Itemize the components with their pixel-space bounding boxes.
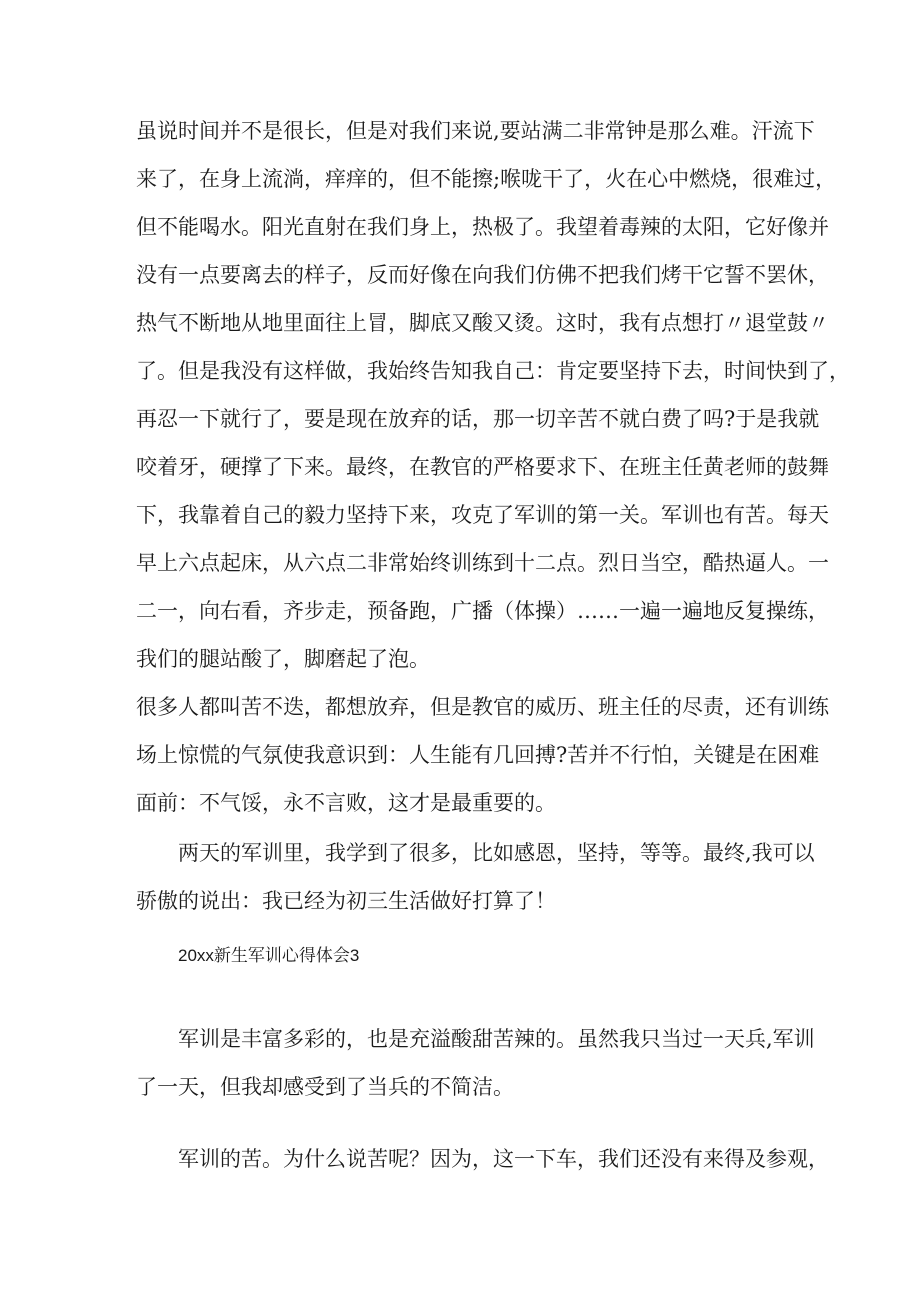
paragraph-line: 我们的腿站酸了，脚磨起了泡。 [136,647,430,671]
paragraph-line: 了。但是我没有这样做，我始终告知我自己：肯定要坚持下去，时间快到了， [136,359,850,383]
paragraph-line: 二一，向右看，齐步走，预备跑，广播（体操）……一遍一遍地反复操练， [136,599,829,623]
paragraph-line: 热气不断地从地里面往上冒，脚底又酸又烫。这时，我有点想打〃退堂鼓〃 [136,311,829,335]
paragraph-line: 早上六点起床，从六点二非常始终训练到十二点。烈日当空，酷热逼人。一 [136,551,829,575]
paragraph-line: 但不能喝水。阳光直射在我们身上，热极了。我望着毒辣的太阳，它好像并 [136,215,829,239]
paragraph-line: 再忍一下就行了，要是现在放弃的话，那一切辛苦不就白费了吗?于是我就 [136,407,820,431]
paragraph-line: 骄傲的说出：我已经为初三生活做好打算了！ [136,889,556,913]
paragraph-line: 咬着牙，硬撑了下来。最终，在教官的严格要求下、在班主任黄老师的鼓舞 [136,455,829,479]
paragraph-line: 军训的苦。为什么说苦呢？因为，这一下车，我们还没有来得及参观， [178,1147,829,1171]
section-heading: 20xx新生军训心得体会3 [178,946,360,965]
paragraph-line: 了一天，但我却感受到了当兵的不简洁。 [136,1075,514,1099]
paragraph-line: 场上惊慌的气氛使我意识到：人生能有几回搏?苦并不行怕，关键是在困难 [136,743,820,767]
paragraph-line: 军训是丰富多彩的，也是充溢酸甜苦辣的。虽然我只当过一天兵,军训 [178,1027,815,1051]
paragraph-line: 很多人都叫苦不迭，都想放弃，但是教官的威历、班主任的尽责，还有训练 [136,695,829,719]
paragraph-line: 虽说时间并不是很长，但是对我们来说,要站满二非常钟是那么难。汗流下 [136,119,815,143]
paragraph-line: 没有一点要离去的样子，反而好像在向我们仿佛不把我们烤干它誓不罢休， [136,263,829,287]
paragraph-line: 下，我靠着自己的毅力坚持下来，攻克了军训的第一关。军训也有苦。每天 [136,503,829,527]
paragraph-line: 两天的军训里，我学到了很多，比如感恩，坚持，等等。最终,我可以 [178,841,815,865]
paragraph-line: 来了，在身上流淌，痒痒的，但不能擦;喉咙干了，火在心中燃烧，很难过， [136,167,837,191]
paragraph-line: 面前：不气馁，永不言败，这才是最重要的。 [136,791,556,815]
